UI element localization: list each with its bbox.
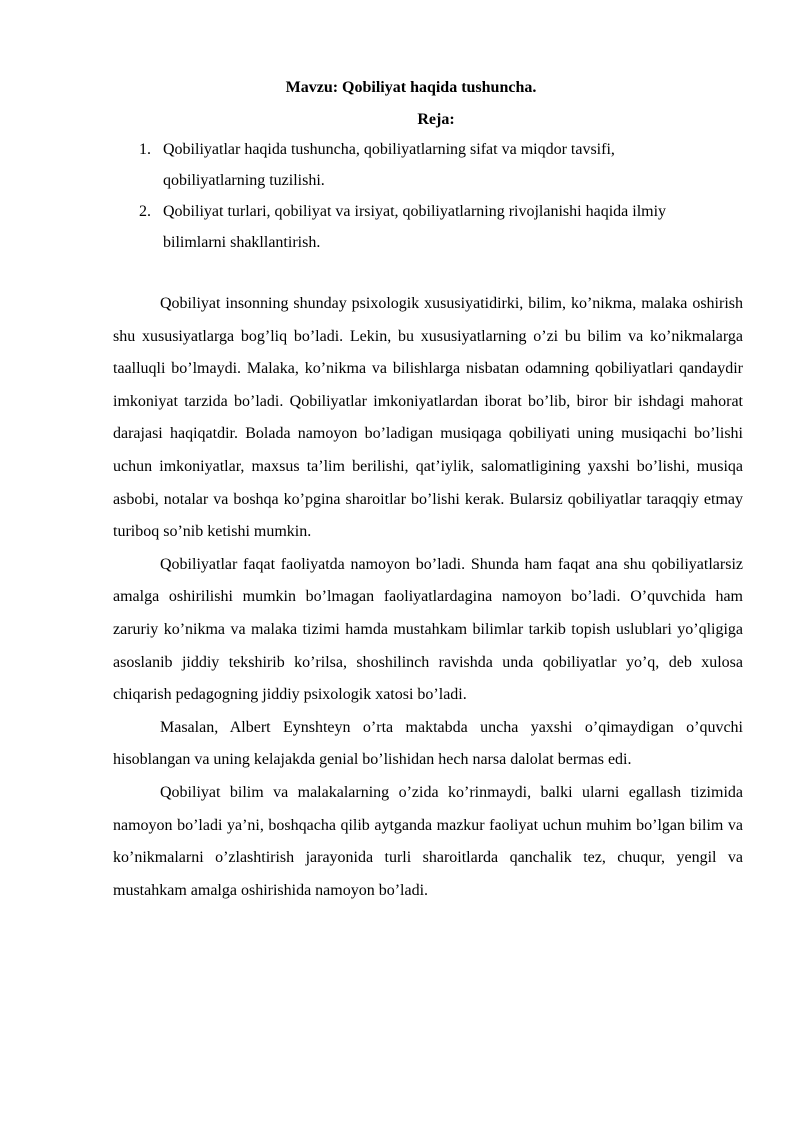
document-page [113, 72, 743, 907]
plan-item-number: 1. [139, 141, 151, 158]
plan-item-text: Qobiliyat turlari, qobiliyat va irsiyat, qobiliyatlarning rivojlanishi haqida ilmiy bilimlarni shakllantirish. [163, 203, 667, 251]
body-text [113, 288, 743, 907]
paragraph: Masalan, Albert Eynshteyn o’rta maktabda uncha yaxshi o’qimaydigan o’quvchi hisoblangan va uning kelajakda genial bo’lishidan hech narsa dalolat bermas edi. [113, 718, 743, 769]
plan-list [113, 134, 743, 258]
plan-item [113, 134, 743, 196]
paragraph: Qobiliyat bilim va malakalarning o’zida ko’rinmaydi, balki ularni egallash tizimida namoyon bo’ladi ya’ni, boshqacha qilib aytganda mazkur faoliyat uchun muhim bo’lgan bilim va ko’nikmalarni o’zlashtirish jarayonida turli sharoitlarda qanchalik tez, chuqur, yengil va mustahkam amalga oshirishida namoyon bo’ladi. [113, 783, 743, 899]
plan-item [113, 196, 743, 258]
paragraph: Qobiliyatlar faqat faoliyatda namoyon bo’ladi. Shunda ham faqat ana shu qobiliyatlarsiz amalga oshirilishi mumkin bo’lmagan faoliyatlardagina namoyon bo’ladi. O’quvchida ham zaruriy ko’nikma va malaka tizimi hamda mustahkam bilimlar tarkib topish uslublari yo’qligiga asoslanib jiddiy tekshirib ko’rilsa, shoshilinch ravishda unda qobiliyatlar yo’q, deb xulosa chiqarish pedagogning jiddiy psixologik xatosi bo’ladi. [113, 555, 743, 704]
plan-item-number: 2. [139, 203, 151, 220]
plan-heading: Reja: [417, 111, 455, 128]
plan-item-text: Qobiliyatlar haqida tushuncha, qobiliyatlarning sifat va miqdor tavsifi, qobiliyatlarning tuzilishi. [163, 141, 615, 189]
paragraph: Qobiliyat insonning shunday psixologik xususiyatidirki, bilim, ko’nikma, malaka oshirish shu xususiyatlarga bog’liq bo’ladi. Lekin, bu xususiyatlarning o’zi bu bilim va ko’nikmalarga taalluqli bo’lmaydi. Malaka, ko’nikma va bilishlarga nisbatan odamning qobiliyatlari qandaydir imkoniyat tarzida bo’ladi. Qobiliyatlar imkoniyatlardan iborat bo’lib, biror bir ishdagi mahorat darajasi haqiqatdir. Bolada namoyon bo’ladigan musiqaga qobiliyati uning musiqachi bo’lishi uchun imkoniyatlar, maxsus ta’lim berilishi, qat’iylik, salomatligining yaxshi bo’lishi, musiqa asbobi, notalar va boshqa ko’pgina sharoitlar bo’lishi kerak. Bularsiz qobiliyatlar taraqqiy etmay turiboq so’nib ketishi mumkin. [113, 295, 743, 541]
document-title: Mavzu: Qobiliyat haqida tushuncha. [285, 79, 537, 96]
